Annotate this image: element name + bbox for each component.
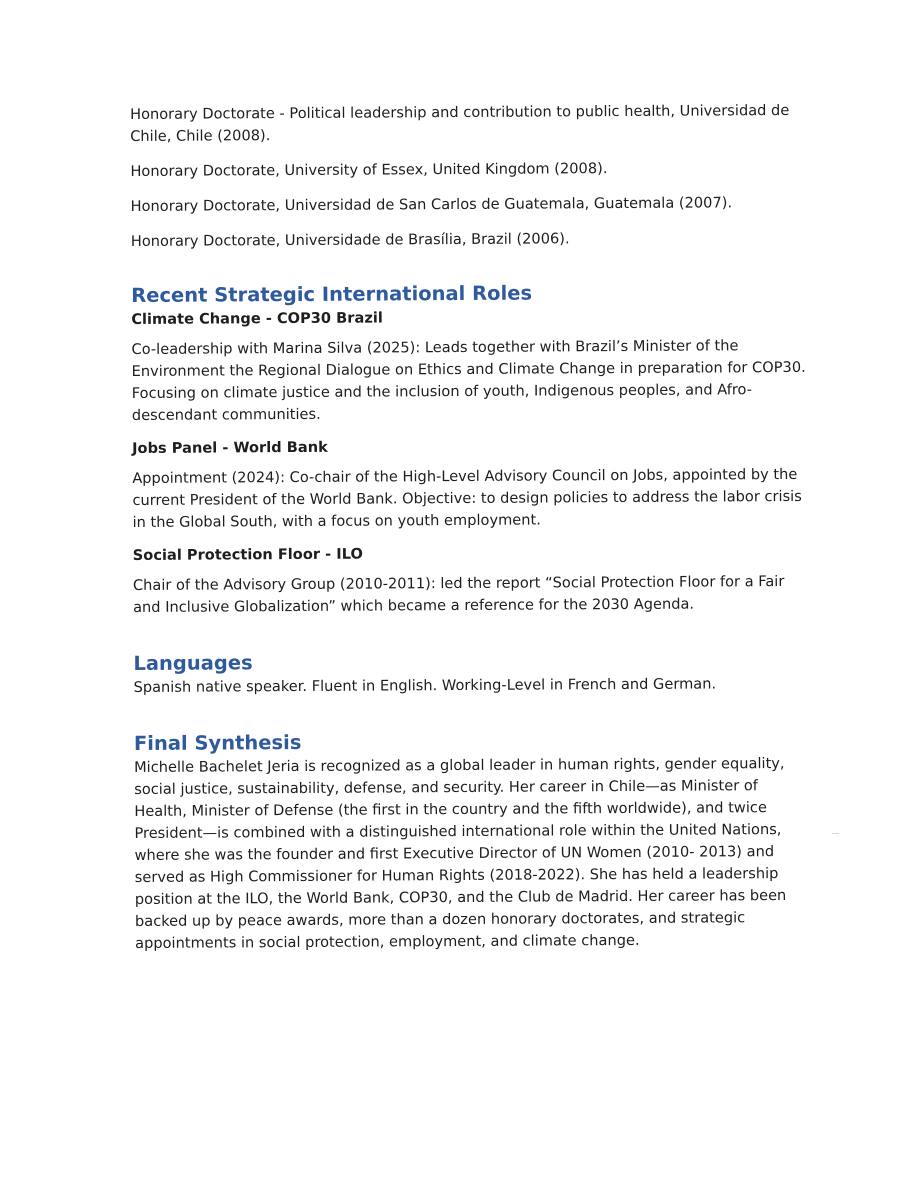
role-description: Appointment (2024): Co-chair of the High-Level Advisory Council on Jobs, appointed by the current President of the World Bank. Objective: to design policies to address the labor crisis in the Global South, with a focus on youth employment. xyxy=(132,465,802,531)
role-description: Chair of the Advisory Group (2010-2011): led the report “Social Protection Floor for a Fair and Inclusive Globalization” which became a reference for the 2030 Agenda. xyxy=(132,573,785,616)
role-description: Co-leadership with Marina Silva (2025): Leads together with Brazil’s Minister of the Environment the Regional Dialogue on Ethics and Climate Change in preparation for COP30. Focusing on climate justice and the inclusion of youth, Indigenous peoples, and Afro-descendant communities. xyxy=(131,337,806,424)
scan-speck xyxy=(832,833,839,834)
role-title: Social Protection Floor - ILO xyxy=(132,545,363,564)
award-item: Honorary Doctorate - Political leadership and contribution to public health, Universidad de Chile, Chile (2008). xyxy=(130,101,790,145)
section-heading: Languages xyxy=(133,651,253,675)
languages-text: Spanish native speaker. Fluent in English. Working-Level in French and German. xyxy=(133,675,717,696)
final-synthesis-section xyxy=(134,727,815,955)
strategic-roles-section xyxy=(131,279,813,619)
synthesis-text: Michelle Bachelet Jeria is recognized as a global leader in human rights, gender equality, social justice, sustainability, defense, and security. Her career in Chile—as Minister of Health, Minister of Defense (the first in the country and the fifth worldwide), and twice President—is combined with a distinguished international role within the United Nations, where she was the founder and first Executive Director of UN Women (2010- 2013) and served as High Commissioner for Human Rights (2018-2022). She has held a leadership position at the ILO, the World Bank, COP30, and the Club de Madrid. Her career has been backed up by peace awards, more than a dozen honorary doctorates, and strategic appointments in social protection, employment, and climate change. xyxy=(134,755,787,952)
languages-section xyxy=(133,647,813,699)
section-heading: Recent Strategic International Roles xyxy=(131,281,533,307)
section-heading: Final Synthesis xyxy=(133,730,302,755)
role-title: Jobs Panel - World Bank xyxy=(132,438,328,457)
award-item: Honorary Doctorate, Universidad de San Carlos de Guatemala, Guatemala (2007). xyxy=(130,194,733,215)
honorary-doctorates-list xyxy=(130,100,811,253)
award-item: Honorary Doctorate, Universidade de Brasília, Brazil (2006). xyxy=(130,230,570,250)
page-content xyxy=(130,100,815,955)
role-title: Climate Change - COP30 Brazil xyxy=(131,309,383,328)
award-item: Honorary Doctorate, University of Essex, United Kingdom (2008). xyxy=(130,160,608,180)
